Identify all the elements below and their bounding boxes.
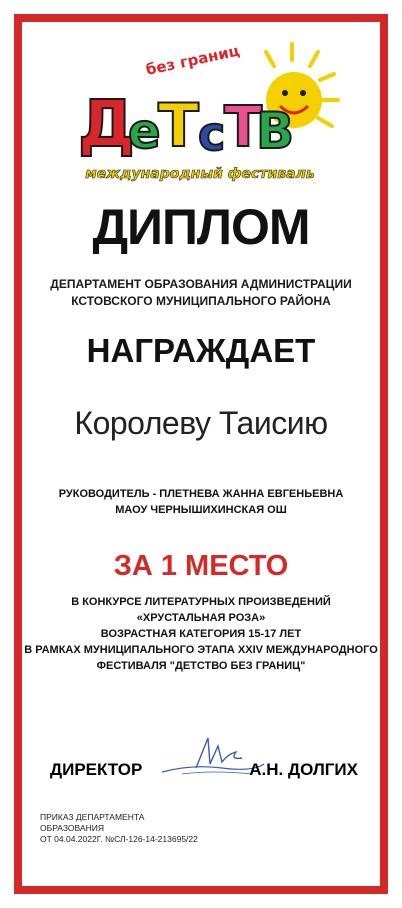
logo-top-text: без границ [144, 41, 242, 79]
department-line: КСТОВСКОГО МУНИЦИПАЛЬНОГО РАЙОНА [71, 294, 331, 308]
logo-letter-1: Д [78, 88, 135, 162]
order-line: ОТ 04.04.2022Г. №СЛ-126-14-213695/22 [40, 834, 198, 844]
school-line: МАОУ ЧЕРНЫШИХИНСКАЯ ОШ [115, 504, 287, 516]
director-label: ДИРЕКТОР [50, 760, 143, 779]
logo-letter-5: Т [224, 95, 263, 160]
contest-line: В РАМКАХ МУНИЦИПАЛЬНОГО ЭТАПА XXIV МЕЖДУНАРОДНОГО [24, 644, 378, 656]
awards-heading: НАГРАЖДАЕТ [86, 332, 316, 369]
leader-block [0, 486, 402, 518]
leader-line: РУКОВОДИТЕЛЬ - ПЛЕТНЕВА ЖАННА ЕВГЕНЬЕВНА [58, 488, 344, 500]
festival-logo [60, 38, 340, 188]
order-line: ОБРАЗОВАНИЯ [40, 823, 104, 833]
logo-letter-6: В [256, 102, 295, 160]
recipient-name: Королеву Таисию [74, 405, 328, 441]
director-name: А.Н. ДОЛГИХ [249, 760, 358, 779]
logo-letter-2: е [128, 104, 161, 160]
logo-bottom-text: международный фестиваль [85, 166, 315, 182]
place-heading: ЗА 1 МЕСТО [113, 550, 289, 582]
order-line: ПРИКАЗ ДЕПАРТАМЕНТА [40, 812, 145, 822]
contest-line: «ХРУСТАЛЬНАЯ РОЗА» [136, 612, 266, 624]
contest-line: ВОЗРАСТНАЯ КАТЕГОРИЯ 15-17 ЛЕТ [100, 628, 302, 640]
department-line: ДЕПАРТАМЕНТ ОБРАЗОВАНИЯ АДМИНИСТРАЦИИ [50, 277, 352, 291]
signature-row [44, 758, 358, 788]
contest-block [0, 594, 402, 674]
logo-letter-3: Т [158, 91, 199, 161]
diploma-title: ДИПЛОМ [92, 199, 310, 255]
logo-letter-4: с [198, 107, 226, 161]
department-block [0, 276, 402, 310]
order-reference [40, 812, 198, 845]
contest-line: В КОНКУРСЕ ЛИТЕРАТУРНЫХ ПРОИЗВЕДЕНИЙ [71, 596, 331, 608]
contest-line: ФЕСТИВАЛЯ "ДЕТСТВО БЕЗ ГРАНИЦ" [96, 660, 306, 672]
